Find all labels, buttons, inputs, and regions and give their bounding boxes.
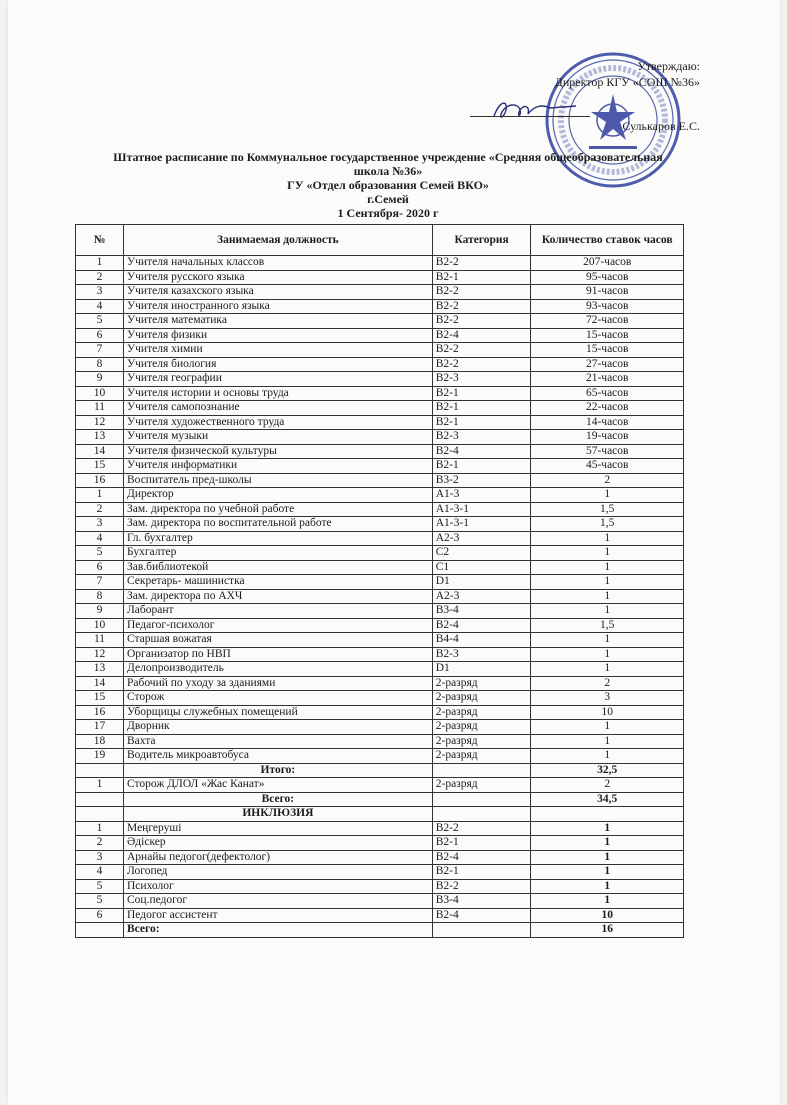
cell-position: Учителя физической культуры — [124, 444, 433, 459]
cell-count: 1 — [531, 821, 684, 836]
cell-number: 11 — [76, 401, 124, 416]
cell-count: 2 — [531, 473, 684, 488]
cell-number: 10 — [76, 618, 124, 633]
cell-position: Вахта — [124, 734, 433, 749]
table-row — [76, 386, 684, 401]
table-row — [76, 850, 684, 865]
cell-number: 6 — [76, 908, 124, 923]
cell-count: 1 — [531, 879, 684, 894]
cell-category: A2-3 — [432, 531, 531, 546]
cell-position: Сторож ДЛОЛ «Жас Канат» — [124, 778, 433, 793]
cell-position: Сторож — [124, 691, 433, 706]
cell-category: 2-разряд — [432, 778, 531, 793]
cell-number: 14 — [76, 444, 124, 459]
cell-count: 1 — [531, 894, 684, 909]
heading-line-4: г.Семей — [367, 192, 409, 206]
col-header-count: Количество ставок часов — [531, 225, 684, 256]
cell-count: 1,5 — [531, 517, 684, 532]
itogo-value: 32,5 — [531, 763, 684, 778]
cell-category: B2-2 — [432, 314, 531, 329]
cell-number: 9 — [76, 372, 124, 387]
table-row — [76, 314, 684, 329]
cell-position: Рабочий по уходу за зданиями — [124, 676, 433, 691]
cell-category: B2-2 — [432, 821, 531, 836]
table-row — [76, 836, 684, 851]
cell-count: 1 — [531, 647, 684, 662]
cell-number: 1 — [76, 778, 124, 793]
staff-table — [75, 224, 684, 938]
cell-number: 6 — [76, 560, 124, 575]
cell-number: 10 — [76, 386, 124, 401]
cell-count: 1 — [531, 633, 684, 648]
cell-category: 2-разряд — [432, 720, 531, 735]
table-row — [76, 401, 684, 416]
cell-position: Старшая вожатая — [124, 633, 433, 648]
table-row — [76, 618, 684, 633]
cell-count: 95-часов — [531, 270, 684, 285]
table-row — [76, 256, 684, 271]
table-row — [76, 343, 684, 358]
cell-position: Зав.библиотекой — [124, 560, 433, 575]
final-label: Всего: — [124, 923, 433, 938]
approval-director: Директор КГУ «СОШ №36» — [554, 75, 700, 89]
cell-category: A1-3 — [432, 488, 531, 503]
cell-count: 65-часов — [531, 386, 684, 401]
table-row — [76, 473, 684, 488]
table-row — [76, 749, 684, 764]
table-body — [76, 256, 684, 764]
cell-number: 16 — [76, 473, 124, 488]
cell-number: 3 — [76, 285, 124, 300]
table-row — [76, 604, 684, 619]
vsego-label: Всего: — [124, 792, 433, 807]
table-row — [76, 879, 684, 894]
cell-count: 1 — [531, 589, 684, 604]
cell-number: 4 — [76, 865, 124, 880]
cell-category: A2-3 — [432, 589, 531, 604]
table-row — [76, 415, 684, 430]
cell-category: D1 — [432, 575, 531, 590]
cell-category: 2-разряд — [432, 705, 531, 720]
cell-category: B2-2 — [432, 357, 531, 372]
cell-number: 17 — [76, 720, 124, 735]
cell-number: 18 — [76, 734, 124, 749]
itogo-label: Итого: — [124, 763, 433, 778]
cell-category: B4-4 — [432, 633, 531, 648]
cell-number: 3 — [76, 517, 124, 532]
table-row — [76, 589, 684, 604]
cell-number: 2 — [76, 502, 124, 517]
table-row — [76, 821, 684, 836]
cell-position: Организатор по НВП — [124, 647, 433, 662]
table-row — [76, 357, 684, 372]
vsego-value: 34,5 — [531, 792, 684, 807]
heading-line-5: 1 Сентября- 2020 г — [337, 206, 439, 220]
cell-position: Зам. директора по АХЧ — [124, 589, 433, 604]
cell-count: 1 — [531, 575, 684, 590]
cell-category: B2-4 — [432, 618, 531, 633]
table-row — [76, 908, 684, 923]
table-row — [76, 517, 684, 532]
cell-count: 1,5 — [531, 618, 684, 633]
cell-position: Гл. бухгалтер — [124, 531, 433, 546]
cell-count: 1,5 — [531, 502, 684, 517]
cell-number: 8 — [76, 357, 124, 372]
cell-number: 7 — [76, 575, 124, 590]
cell-count: 91-часов — [531, 285, 684, 300]
table-row — [76, 705, 684, 720]
cell-count: 1 — [531, 749, 684, 764]
cell-position: Воспитатель пред-школы — [124, 473, 433, 488]
cell-count: 21-часов — [531, 372, 684, 387]
cell-count: 3 — [531, 691, 684, 706]
cell-category: B2-3 — [432, 647, 531, 662]
table-row — [76, 720, 684, 735]
cell-position: Учителя самопознание — [124, 401, 433, 416]
cell-position: Учителя математика — [124, 314, 433, 329]
cell-position: Учителя казахского языка — [124, 285, 433, 300]
cell-position: Лаборант — [124, 604, 433, 619]
approval-name: Сулькаров Е.С. — [622, 119, 700, 133]
cell-number: 4 — [76, 531, 124, 546]
cell-category: B3-4 — [432, 894, 531, 909]
cell-number: 7 — [76, 343, 124, 358]
cell-category: B2-1 — [432, 270, 531, 285]
cell-position: Секретарь- машинистка — [124, 575, 433, 590]
cell-count: 1 — [531, 836, 684, 851]
cell-position: Учителя биология — [124, 357, 433, 372]
table-header-row — [76, 225, 684, 256]
cell-position: Соц.педогог — [124, 894, 433, 909]
cell-number: 3 — [76, 850, 124, 865]
cell-position: Учителя физики — [124, 328, 433, 343]
cell-count: 72-часов — [531, 314, 684, 329]
cell-count: 1 — [531, 865, 684, 880]
cell-position: Логопед — [124, 865, 433, 880]
heading-line-3: ГУ «Отдел образования Семей ВКО» — [287, 178, 489, 192]
cell-position: Учителя иностранного языка — [124, 299, 433, 314]
heading-line-1: Штатное расписание по Коммунальное государственное учреждение «Средняя общеобразовательная — [113, 150, 663, 164]
approval-block — [470, 58, 700, 134]
inclusion-title: ИНКЛЮЗИЯ — [124, 807, 433, 822]
cell-count: 27-часов — [531, 357, 684, 372]
col-header-number: № — [76, 225, 124, 256]
cell-category: B2-1 — [432, 415, 531, 430]
table-row — [76, 299, 684, 314]
cell-position: Учителя русского языка — [124, 270, 433, 285]
table-row — [76, 546, 684, 561]
cell-category: 2-разряд — [432, 676, 531, 691]
cell-count: 1 — [531, 662, 684, 677]
cell-count: 1 — [531, 546, 684, 561]
extra-row — [76, 778, 684, 793]
cell-count: 2 — [531, 778, 684, 793]
table-row — [76, 647, 684, 662]
cell-number: 1 — [76, 256, 124, 271]
cell-number: 8 — [76, 589, 124, 604]
cell-category: 2-разряд — [432, 749, 531, 764]
cell-number: 12 — [76, 415, 124, 430]
cell-count: 1 — [531, 734, 684, 749]
cell-position: Учителя химии — [124, 343, 433, 358]
table-row — [76, 894, 684, 909]
approval-title: Утверждаю: — [637, 59, 700, 73]
cell-number: 11 — [76, 633, 124, 648]
cell-count: 15-часов — [531, 343, 684, 358]
table-row — [76, 531, 684, 546]
cell-category: B2-1 — [432, 865, 531, 880]
cell-position: Делопроизводитель — [124, 662, 433, 677]
table-row — [76, 444, 684, 459]
cell-position: Учителя информатики — [124, 459, 433, 474]
cell-category: B2-2 — [432, 285, 531, 300]
table-summary — [76, 763, 684, 821]
cell-category: B3-2 — [432, 473, 531, 488]
cell-position: Уборщицы служебных помещений — [124, 705, 433, 720]
inclusion-body — [76, 821, 684, 923]
col-header-position: Занимаемая должность — [124, 225, 433, 256]
cell-count: 19-часов — [531, 430, 684, 445]
cell-count: 1 — [531, 531, 684, 546]
col-header-category: Категория — [432, 225, 531, 256]
cell-position: Арнайы педогог(дефектолог) — [124, 850, 433, 865]
cell-position: Учителя музыки — [124, 430, 433, 445]
cell-count: 93-часов — [531, 299, 684, 314]
cell-count: 1 — [531, 850, 684, 865]
cell-number: 15 — [76, 691, 124, 706]
cell-count: 1 — [531, 720, 684, 735]
cell-number: 2 — [76, 836, 124, 851]
cell-number: 16 — [76, 705, 124, 720]
cell-count: 45-часов — [531, 459, 684, 474]
cell-category: B2-4 — [432, 850, 531, 865]
cell-count: 15-часов — [531, 328, 684, 343]
cell-category: C2 — [432, 546, 531, 561]
cell-category: B2-1 — [432, 401, 531, 416]
cell-category: B2-2 — [432, 256, 531, 271]
cell-position: Бухгалтер — [124, 546, 433, 561]
table-row — [76, 488, 684, 503]
cell-position: Педогог ассистент — [124, 908, 433, 923]
cell-number: 5 — [76, 546, 124, 561]
cell-category: B2-1 — [432, 386, 531, 401]
cell-number: 4 — [76, 299, 124, 314]
cell-count: 1 — [531, 560, 684, 575]
cell-count: 14-часов — [531, 415, 684, 430]
cell-number: 19 — [76, 749, 124, 764]
cell-category: B2-2 — [432, 299, 531, 314]
table-row — [76, 662, 684, 677]
table-row — [76, 459, 684, 474]
inclusion-title-row — [76, 807, 684, 822]
cell-category: B2-4 — [432, 444, 531, 459]
table-row — [76, 865, 684, 880]
cell-number: 1 — [76, 821, 124, 836]
cell-number: 15 — [76, 459, 124, 474]
table-row — [76, 502, 684, 517]
table-row — [76, 372, 684, 387]
itogo-row — [76, 763, 684, 778]
cell-number: 9 — [76, 604, 124, 619]
table-row — [76, 430, 684, 445]
final-value: 16 — [531, 923, 684, 938]
cell-category: B2-3 — [432, 372, 531, 387]
cell-number: 1 — [76, 488, 124, 503]
cell-category: B2-2 — [432, 343, 531, 358]
cell-position: Меңгеруші — [124, 821, 433, 836]
cell-position: Учителя художественного труда — [124, 415, 433, 430]
cell-number: 5 — [76, 314, 124, 329]
cell-number: 5 — [76, 894, 124, 909]
heading-line-2: школа №36» — [353, 164, 423, 178]
cell-position: Зам. директора по воспитательной работе — [124, 517, 433, 532]
document-heading — [78, 150, 698, 220]
cell-number: 13 — [76, 662, 124, 677]
vsego-row — [76, 792, 684, 807]
cell-count: 10 — [531, 705, 684, 720]
table-row — [76, 734, 684, 749]
cell-position: Водитель микроавтобуса — [124, 749, 433, 764]
table-row — [76, 676, 684, 691]
table-final — [76, 923, 684, 938]
table-row — [76, 560, 684, 575]
cell-category: B2-1 — [432, 459, 531, 474]
cell-count: 10 — [531, 908, 684, 923]
cell-number: 6 — [76, 328, 124, 343]
cell-count: 57-часов — [531, 444, 684, 459]
table-row — [76, 285, 684, 300]
cell-number: 12 — [76, 647, 124, 662]
cell-count: 207-часов — [531, 256, 684, 271]
cell-count: 2 — [531, 676, 684, 691]
cell-count: 1 — [531, 488, 684, 503]
cell-category: B3-4 — [432, 604, 531, 619]
table-row — [76, 270, 684, 285]
cell-category: D1 — [432, 662, 531, 677]
cell-position: Директор — [124, 488, 433, 503]
cell-category: A1-3-1 — [432, 517, 531, 532]
cell-position: Дворник — [124, 720, 433, 735]
cell-position: Зам. директора по учебной работе — [124, 502, 433, 517]
cell-category: B2-4 — [432, 908, 531, 923]
cell-category: B2-1 — [432, 836, 531, 851]
cell-count: 22-часов — [531, 401, 684, 416]
cell-number: 14 — [76, 676, 124, 691]
cell-category: 2-разряд — [432, 734, 531, 749]
cell-category: B2-2 — [432, 879, 531, 894]
cell-category: B2-3 — [432, 430, 531, 445]
cell-number: 2 — [76, 270, 124, 285]
cell-category: C1 — [432, 560, 531, 575]
table-row — [76, 691, 684, 706]
table-row — [76, 328, 684, 343]
table-row — [76, 633, 684, 648]
cell-position: Учителя истории и основы труда — [124, 386, 433, 401]
cell-position: Учителя географии — [124, 372, 433, 387]
cell-category: B2-4 — [432, 328, 531, 343]
cell-position: Педагог-психолог — [124, 618, 433, 633]
table-row — [76, 575, 684, 590]
cell-category: 2-разряд — [432, 691, 531, 706]
cell-position: Учителя начальных классов — [124, 256, 433, 271]
cell-number: 13 — [76, 430, 124, 445]
cell-position: Психолог — [124, 879, 433, 894]
cell-position: Әдіскер — [124, 836, 433, 851]
final-row — [76, 923, 684, 938]
cell-category: A1-3-1 — [432, 502, 531, 517]
cell-number: 5 — [76, 879, 124, 894]
cell-count: 1 — [531, 604, 684, 619]
